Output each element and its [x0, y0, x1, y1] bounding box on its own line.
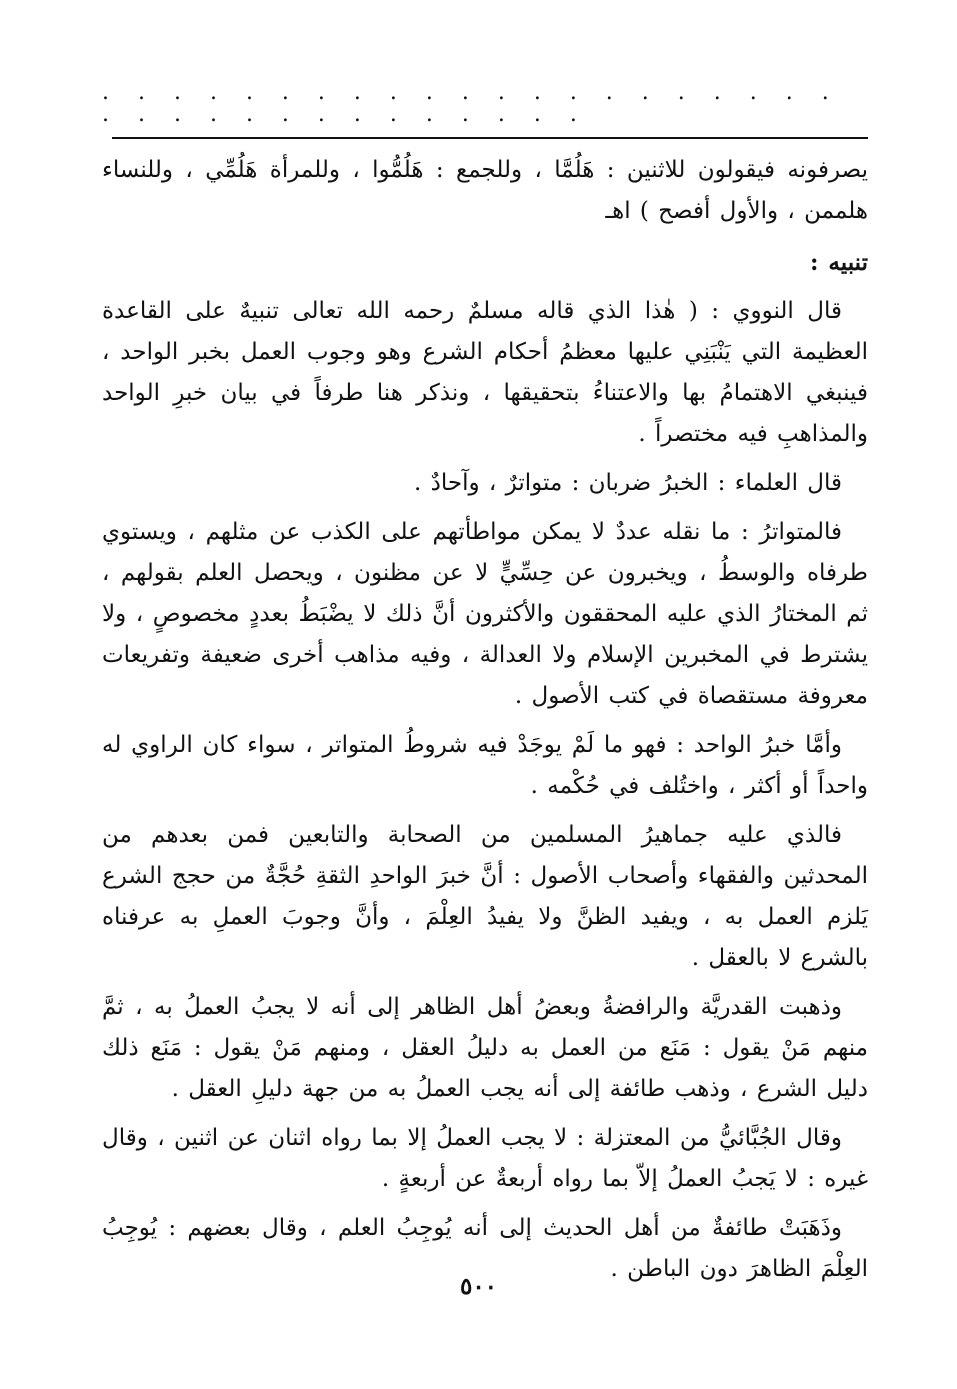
header-dot-leader: . . . . . . . . . . . . . . . . . . . . . . . . . . . . . . . . . . .	[102, 80, 840, 127]
header-rule	[112, 137, 868, 139]
paragraph-jubbai-view: وقال الجُبَّائيُّ من المعتزلة : لا يجب العملُ إلا بما رواه اثنان عن اثنين ، وقال غيره : لا يَجبُ العملُ إلاّ بما رواه أربعةٌ عن أربعةٍ .	[102, 1125, 868, 1192]
paragraph-khabar-types: قال العلماء : الخبرُ ضربان : متواترٌ ، وآحادٌ .	[414, 470, 842, 496]
paragraph-qadariyya-view: وذهبت القدريَّة والرافضةُ وبعضُ أهل الظاهر إلى أنه لا يجبُ العملُ به ، ثمَّ منهم مَنْ يقول : مَنَع من العمل به دليلُ العقل ، ومنهم مَنْ يقول : مَنَع ذلك دليل الشرع ، وذهب طائفة إلى أنه يجب العملُ به من جهة دليلِ العقل .	[102, 994, 868, 1102]
paragraph-nawawi-quote: قال النووي : ( هٰذا الذي قاله مسلمٌ رحمه الله تعالى تنبيهٌ على القاعدة العظيمة التي يَنْبَنِي عليها معظمُ أحكام الشرع وهو وجوب العمل بخبر الواحد ، فينبغي الاهتمامُ بها والاعتناءُ بتحقيقها ، ونذكر هنا طرفاً في بيان خبرِ الواحد والمذاهبِ فيه مختصراً .	[102, 298, 868, 447]
paragraph-hadith-folk-view: وذَهَبَتْ طائفةٌ من أهل الحديث إلى أنه يُوجِبُ العلم ، وقال بعضهم : يُوجِبُ العِلْمَ الظاهرَ دون الباطن .	[102, 1215, 868, 1282]
paragraph-khabar-wahid: وأمَّا خبرُ الواحد : فهو ما لَمْ يوجَدْ فيه شروطُ المتواتر ، سواء كان الراوي له واحداً أو أكثر ، واختُلف في حُكْمه .	[102, 732, 868, 799]
page-number: ٥٠٠	[459, 1273, 498, 1300]
body-text	[102, 150, 868, 1298]
paragraph-continuation: يصرفونه فيقولون للاثنين : هَلُمَّا ، وللجمع : هَلُمُّوا ، وللمرأة هَلُمِّي ، وللنساء هلممن ، والأول أفصح ) اهـ	[102, 157, 868, 224]
section-heading: تنبيه :	[809, 249, 868, 276]
paragraph-majority-view: فالذي عليه جماهيرُ المسلمين من الصحابة والتابعين فمن بعدهم من المحدثين والفقهاء وأصحاب الأصول : أنَّ خبرَ الواحدِ الثقةِ حُجَّةٌ من حجج الشرع يَلزم العمل به ، ويفيد الظنَّ ولا يفيدُ العِلْمَ ، وأنَّ وجوبَ العملِ به عرفناه بالشرع لا بالعقل .	[102, 822, 868, 971]
paragraph-mutawatir: فالمتواترُ : ما نقله عددٌ لا يمكن مواطأتهم على الكذب عن مثلهم ، ويستوي طرفاه والوسطُ ، ويخبرون عن حِسِّيٍّ لا عن مظنون ، ويحصل العلم بقولهم ، ثم المختارُ الذي عليه المحققون والأكثرون أنَّ ذلك لا يضْبَطُ بعددٍ مخصوصٍ ، ولا يشترط في المخبرين الإسلام ولا العدالة ، وفيه مذاهب أخرى ضعيفة وتفريعات معروفة مستقصاة في كتب الأصول .	[102, 519, 868, 709]
